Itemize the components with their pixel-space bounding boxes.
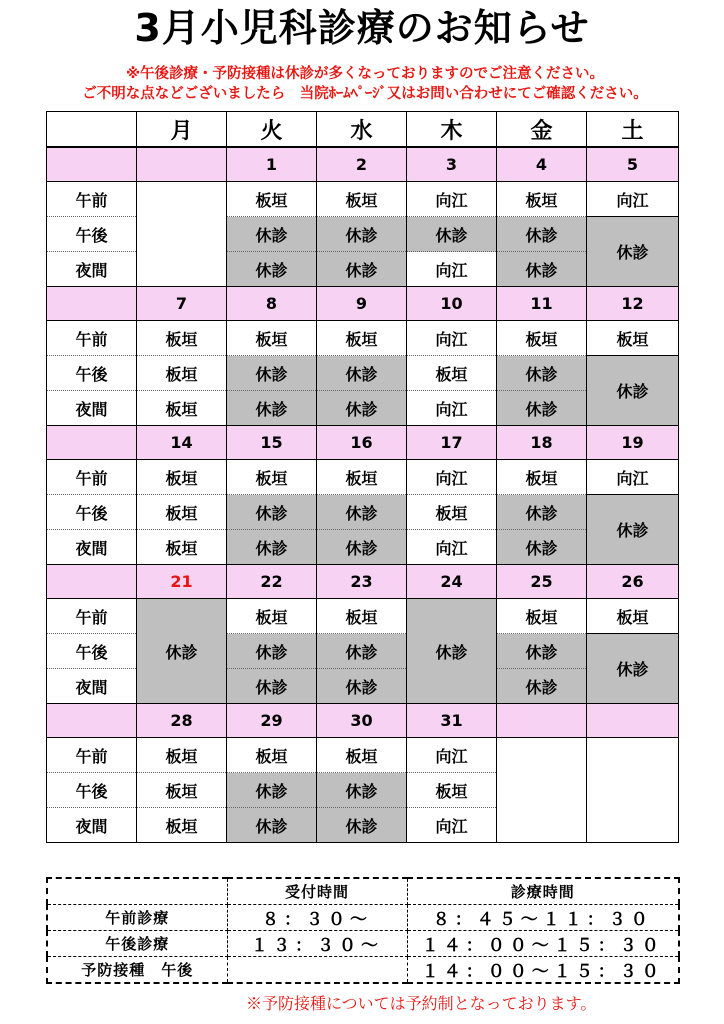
date-row-label [47,147,137,182]
doctor-cell: 板垣 [227,599,317,634]
hours-header-row [47,878,679,905]
hours-row-afternoon [47,931,679,957]
doctor-cell: 板垣 [587,599,679,634]
doctor-cell: 板垣 [407,495,497,530]
closed-cell: 休診 [407,599,497,704]
hours-label: 午前診療 [47,905,227,931]
session-row-am [47,738,679,773]
date-row [47,704,679,738]
doctor-cell: 板垣 [137,321,227,356]
doctor-cell: 板垣 [497,599,587,634]
date-cell: 29 [227,704,317,738]
doctor-cell: 向江 [407,530,497,565]
closed-cell: 休診 [497,495,587,530]
consultation-time: ８：４５～１１：３０ [407,905,679,931]
doctor-cell: 板垣 [317,738,407,773]
schedule-calendar [46,111,679,843]
closed-cell: 休診 [497,217,587,252]
hours-corner [47,878,227,905]
session-label: 午前 [47,182,137,217]
session-label: 午後 [47,356,137,391]
date-cell [137,147,227,182]
date-cell: 11 [497,287,587,321]
session-label: 午後 [47,634,137,669]
session-label: 夜間 [47,391,137,426]
closed-cell: 休診 [587,217,679,287]
doctor-cell: 板垣 [497,182,587,217]
date-row-label [47,565,137,599]
page-title: 3月小児科診療のお知らせ [134,6,590,50]
closed-cell: 休診 [317,217,407,252]
session-label: 午前 [47,738,137,773]
session-row-am [47,599,679,634]
closed-cell: 休診 [587,356,679,426]
session-row-night [47,530,679,565]
closed-cell: 休診 [227,530,317,565]
date-cell: 3 [407,147,497,182]
reservation-footnote: ※予防接種については予約制となっております。 [246,994,597,1013]
doctor-cell: 向江 [407,738,497,773]
weekday-tue: 火 [227,112,317,148]
closed-cell: 休診 [497,530,587,565]
date-row-label [47,426,137,460]
doctor-cell: 板垣 [407,356,497,391]
weekday-mon: 月 [137,112,227,148]
closed-cell: 休診 [227,634,317,669]
blank-cell [137,182,227,287]
weekday-thu: 木 [407,112,497,148]
session-row-am [47,182,679,217]
date-row-label [47,704,137,738]
date-cell: 28 [137,704,227,738]
doctor-cell: 向江 [407,252,497,287]
weekday-sat: 土 [587,112,679,148]
doctor-cell: 板垣 [497,460,587,495]
doctor-cell: 向江 [407,321,497,356]
hours-label: 予防接種 午後 [47,957,227,984]
date-cell: 5 [587,147,679,182]
doctor-cell: 板垣 [137,460,227,495]
date-cell: 16 [317,426,407,460]
weekday-fri: 金 [497,112,587,148]
date-cell: 15 [227,426,317,460]
closed-cell: 休診 [407,217,497,252]
hours-row-vaccination [47,957,679,984]
session-label: 午後 [47,217,137,252]
reception-time: ８：３０～ [227,905,407,931]
doctor-cell: 板垣 [137,530,227,565]
date-row [47,565,679,599]
doctor-cell: 板垣 [137,391,227,426]
date-cell: 14 [137,426,227,460]
date-cell: 10 [407,287,497,321]
reception-header: 受付時間 [227,878,407,905]
closed-cell: 休診 [227,252,317,287]
closed-cell: 休診 [317,530,407,565]
date-cell: 31 [407,704,497,738]
doctor-cell: 向江 [587,460,679,495]
closed-cell: 休診 [587,634,679,704]
closed-cell: 休診 [497,669,587,704]
doctor-cell: 板垣 [137,495,227,530]
doctor-cell: 板垣 [587,321,679,356]
doctor-cell: 板垣 [407,773,497,808]
corner-cell [47,112,137,148]
closed-cell: 休診 [227,356,317,391]
session-row-am [47,460,679,495]
closed-cell: 休診 [497,252,587,287]
doctor-cell: 板垣 [227,738,317,773]
session-label: 午後 [47,495,137,530]
session-label: 午前 [47,599,137,634]
notice-line-1: ※午後診療・予防接種は休診が多くなっておりますのでご注意ください。 [125,66,605,82]
closed-cell: 休診 [317,495,407,530]
date-cell: 19 [587,426,679,460]
doctor-cell: 板垣 [137,356,227,391]
blank-cell [497,738,587,843]
blank-cell [587,738,679,843]
date-cell: 12 [587,287,679,321]
doctor-cell: 板垣 [317,599,407,634]
session-label: 夜間 [47,252,137,287]
doctor-cell: 向江 [407,808,497,843]
session-label: 夜間 [47,530,137,565]
closed-cell: 休診 [317,808,407,843]
doctor-cell: 板垣 [227,460,317,495]
doctor-cell: 向江 [587,182,679,217]
date-cell: 7 [137,287,227,321]
doctor-cell: 板垣 [497,321,587,356]
date-cell: 26 [587,565,679,599]
doctor-cell: 板垣 [227,182,317,217]
closed-cell: 休診 [227,495,317,530]
date-row-label [47,287,137,321]
consultation-time: １４：００～１５：３０ [407,931,679,957]
doctor-cell: 板垣 [137,738,227,773]
closed-cell: 休診 [137,599,227,704]
closed-cell: 休診 [587,495,679,565]
date-cell: 24 [407,565,497,599]
calendar-body [47,112,679,843]
session-label: 夜間 [47,808,137,843]
date-cell: 2 [317,147,407,182]
closed-cell: 休診 [317,669,407,704]
doctor-cell: 板垣 [317,321,407,356]
closed-cell: 休診 [317,356,407,391]
date-cell: 4 [497,147,587,182]
notice-line-2: ご不明な点などございましたら 当院ﾎｰﾑﾍﾟｰｼﾞ又はお問い合わせにてご確認ください。 [82,86,648,102]
session-label: 夜間 [47,669,137,704]
session-row-pm [47,356,679,391]
closed-cell: 休診 [497,634,587,669]
doctor-cell: 板垣 [137,773,227,808]
closed-cell: 休診 [497,391,587,426]
closed-cell: 休診 [227,391,317,426]
hours-table [46,877,680,984]
date-cell: 8 [227,287,317,321]
closed-cell: 休診 [497,356,587,391]
session-label: 午前 [47,321,137,356]
date-cell [497,704,587,738]
doctor-cell: 板垣 [227,321,317,356]
date-cell: 1 [227,147,317,182]
session-row-night [47,391,679,426]
closed-cell: 休診 [317,634,407,669]
date-row [47,426,679,460]
date-cell: 22 [227,565,317,599]
closed-cell: 休診 [227,217,317,252]
date-cell: 23 [317,565,407,599]
doctor-cell: 板垣 [317,182,407,217]
closed-cell: 休診 [227,669,317,704]
closed-cell: 休診 [317,252,407,287]
session-label: 午前 [47,460,137,495]
date-cell: 18 [497,426,587,460]
date-cell [587,704,679,738]
doctor-cell: 向江 [407,391,497,426]
session-row-am [47,321,679,356]
closed-cell: 休診 [317,391,407,426]
doctor-cell: 板垣 [317,460,407,495]
date-row [47,287,679,321]
closed-cell: 休診 [227,808,317,843]
date-row [47,147,679,182]
doctor-cell: 向江 [407,460,497,495]
reception-time [227,957,407,984]
date-cell: 21 [137,565,227,599]
session-row-pm [47,495,679,530]
weekday-wed: 水 [317,112,407,148]
hours-label: 午後診療 [47,931,227,957]
doctor-cell: 板垣 [137,808,227,843]
weekday-header-row [47,112,679,148]
date-cell: 25 [497,565,587,599]
session-label: 午後 [47,773,137,808]
closed-cell: 休診 [227,773,317,808]
consultation-time: １４：００～１５：３０ [407,957,679,984]
hours-row-morning [47,905,679,931]
consultation-header: 診療時間 [407,878,679,905]
closed-cell: 休診 [317,773,407,808]
reception-time: １３：３０～ [227,931,407,957]
doctor-cell: 向江 [407,182,497,217]
date-cell: 9 [317,287,407,321]
date-cell: 17 [407,426,497,460]
date-cell: 30 [317,704,407,738]
